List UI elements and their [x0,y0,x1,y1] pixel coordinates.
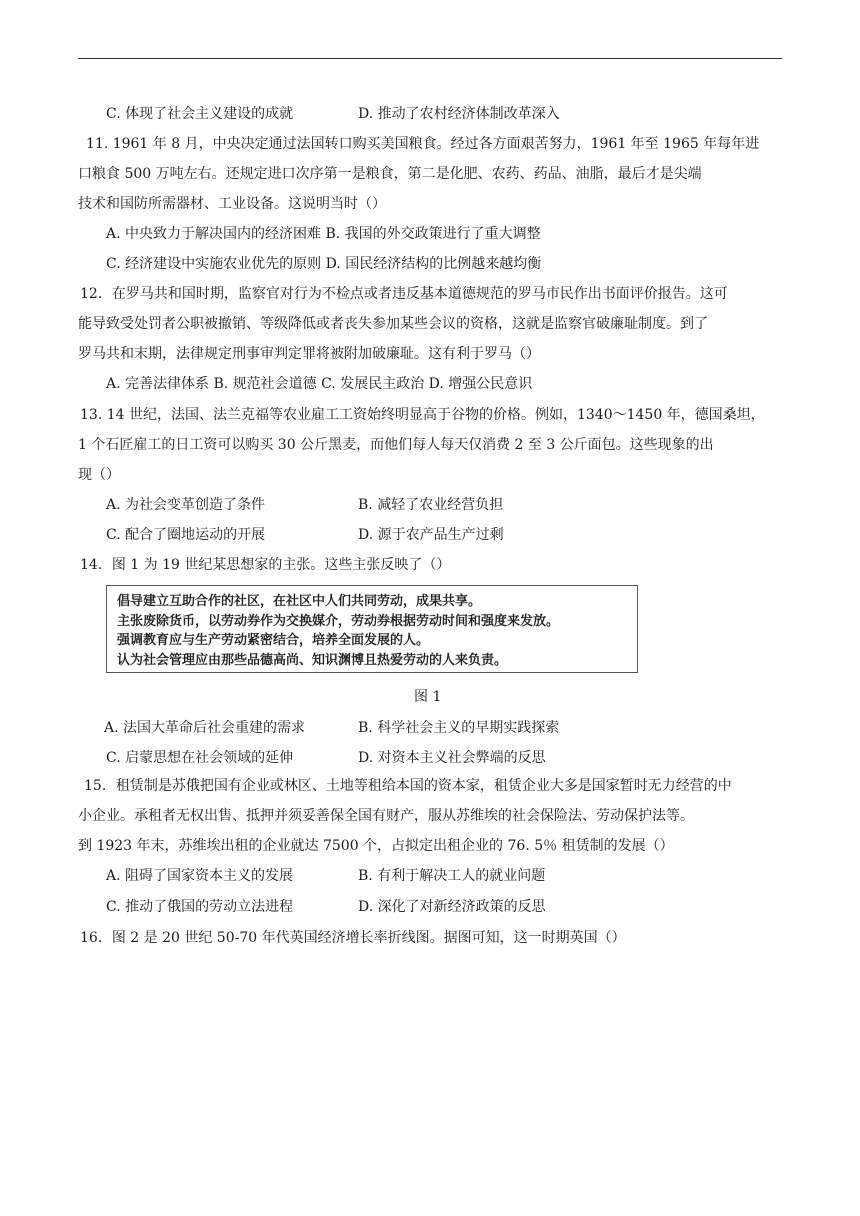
q13-stem-line-3: 现（） [78,467,120,483]
q10-option-d: D. 推动了农村经济体制改革深入 [358,106,560,122]
q11-stem-line-1: 11. 1961 年 8 月，中央决定通过法国转口购买美国粮食。经过各方面艰苦努力，1961 年至 1965 年每年进 [86,136,760,152]
q15-option-d: D. 深化了对新经济政策的反思 [358,899,546,915]
figure-1-line-2: 主张废除货币，以劳动券作为交换媒介，劳动券根据劳动时间和强度来发放。 [117,613,560,629]
q15-option-a: A. 阻碍了国家资本主义的发展 [106,868,294,884]
q13-option-b: B. 减轻了农业经营负担 [358,497,504,513]
q13-option-c: C. 配合了圈地运动的开展 [106,527,266,543]
q11-stem-line-2: 口粮食 500 万吨左右。还规定进口次序第一是粮食，第二是化肥、农药、药品、油脂，最后才是尖端 [78,166,702,182]
q14-option-b: B. 科学社会主义的早期实践探索 [358,720,560,736]
q16-stem: 16．图 2 是 20 世纪 50-70 年代英国经济增长率折线图。据图可知，这一时期英国（） [80,930,626,946]
q14-option-a: A. 法国大革命后社会重建的需求 [104,720,306,736]
q15-stem-line-2: 小企业。承租者无权出售、抵押并须妥善保全国有财产，服从苏维埃的社会保险法、劳动保护法等。 [78,808,694,824]
q12-stem-line-2: 能导致受处罚者公职被撤销、等级降低或者丧失参加某些会议的资格，这就是监察官破廉耻制度。到了 [78,316,708,332]
q12-options: A. 完善法律体系 B. 规范社会道德 C. 发展民主政治 D. 增强公民意识 [106,376,533,392]
q13-option-a: A. 为社会变革创造了条件 [106,497,266,513]
q15-stem-line-1: 15．租赁制是苏俄把国有企业或林区、土地等租给本国的资本家，租赁企业大多是国家暂时无力经营的中 [84,778,732,794]
q15-stem-line-3: 到 1923 年末，苏维埃出租的企业就达 7500 个，占拟定出租企业的 76. 5％ 租赁制的发展（） [78,838,674,854]
q12-stem-line-1: 12．在罗马共和国时期，监察官对行为不检点或者违反基本道德规范的罗马市民作出书面评价报告。这可 [80,286,728,302]
q12-stem-line-3: 罗马共和末期，法律规定刑事审判定罪将被附加破廉耻。这有利于罗马（） [78,346,540,362]
q11-options-ab: A. 中央致力于解决国内的经济困难 B. 我国的外交政策进行了重大调整 [106,226,541,242]
figure-1-line-1: 倡导建立互助合作的社区，在社区中人们共同劳动，成果共享。 [117,594,482,609]
q10-option-c: C. 体现了社会主义建设的成就 [106,106,294,122]
q14-option-c: C. 启蒙思想在社会领域的延伸 [106,750,294,766]
q13-stem-line-1: 13. 14 世纪，法国、法兰克福等农业雇工工资始终明显高于谷物的价格。例如，1340～1450 年，德国桑坦， [80,407,765,423]
q15-option-c: C. 推动了俄国的劳动立法进程 [106,899,294,915]
figure-1-caption: 图 1 [414,689,442,705]
q11-options-cd: C. 经济建设中实施农业优先的原则 D. 国民经济结构的比例越来越均衡 [106,256,542,272]
header-rule [78,58,782,59]
q15-option-b: B. 有利于解决工人的就业问题 [358,868,546,884]
figure-1-box [106,585,638,673]
q13-option-d: D. 源于农产品生产过剩 [358,527,504,543]
q14-option-d: D. 对资本主义社会弊端的反思 [358,750,546,766]
figure-1-line-3: 强调教育应与生产劳动紧密结合，培养全面发展的人。 [117,633,430,648]
q11-stem-line-3: 技术和国防所需器材、工业设备。这说明当时（） [78,196,386,212]
q14-stem: 14．图 1 为 19 世纪某思想家的主张。这些主张反映了（） [80,557,451,573]
figure-1-line-4: 认为社会管理应由那些品德高尚、知识渊博且热爱劳动的人来负责。 [117,652,508,668]
q13-stem-line-2: 1 个石匠雇工的日工资可以购买 30 公斤黑麦，而他们每人每天仅消费 2 至 3 公斤面包。这些现象的出 [78,437,714,453]
